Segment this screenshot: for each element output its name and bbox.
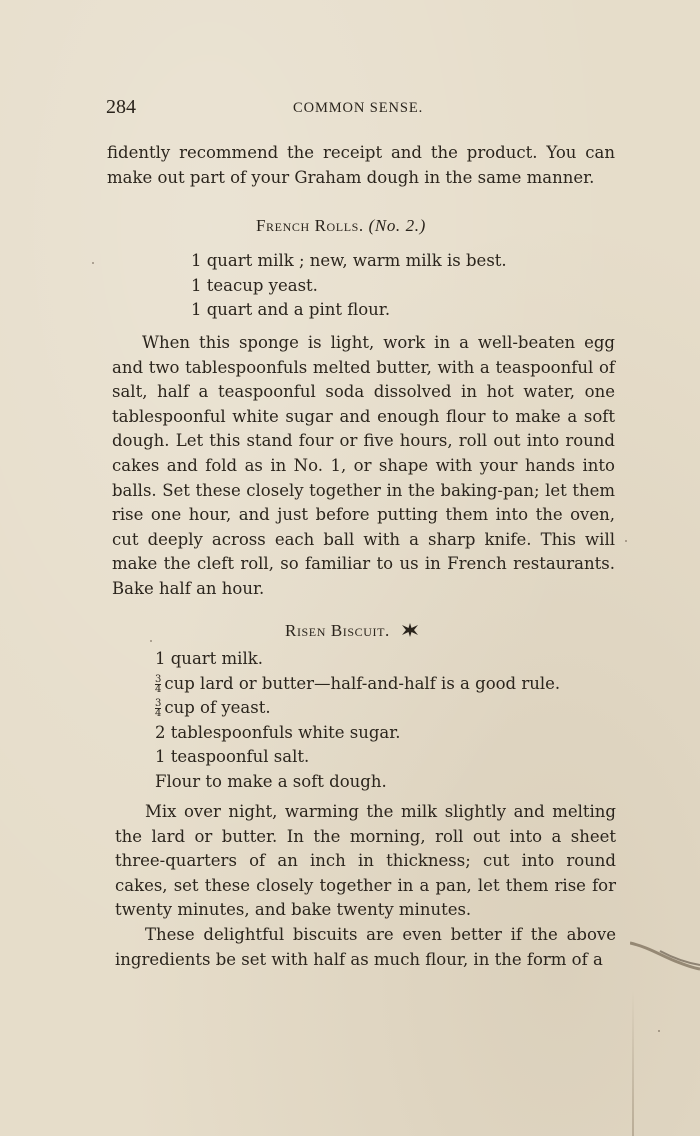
ingredient-item: [155, 721, 560, 746]
french-rolls-ingredients: [191, 249, 507, 323]
ingredient-item: [155, 672, 560, 697]
paper-speck: [150, 640, 152, 642]
page-number: 284: [106, 96, 136, 118]
ingredient-item: [155, 696, 560, 721]
ingredient-text: quart milk.: [170, 649, 263, 668]
page-fold-line: [632, 990, 634, 1136]
ingredient-text: cup lard or butter—half-and-half is a good rule.: [164, 673, 561, 693]
french-rolls-title: French Rolls.: [256, 216, 364, 235]
ingredient-text: Flour to make a soft dough.: [155, 771, 387, 791]
paper-speck: [658, 1030, 660, 1032]
risen-biscuit-note: These delightful biscuits are even better if the above ingredients be set with half as much flour, in the form of a: [115, 925, 616, 969]
risen-biscuit-directions: Mix over night, warming the milk slightly and melting the lard or butter. In the morning, roll out into a sheet three-quarters of an inch in thickness; cut into round cakes, set these closely together in a pan, let them rise for twenty minutes, and bake twenty minutes.: [115, 802, 616, 920]
ingredient-text: teaspoonful salt.: [170, 747, 310, 767]
ingredient-item: 1 quart and a pint flour.: [191, 300, 391, 320]
ingredient-qty: 2: [155, 722, 166, 742]
risen-biscuit-heading: [285, 621, 419, 643]
french-rolls-heading: [256, 216, 426, 236]
paper-speck: [92, 262, 94, 264]
running-title: COMMON SENSE.: [293, 100, 424, 116]
fraction-qty: $\frac{3}{4}$: [155, 673, 162, 695]
continuation-paragraph: fidently recommend the receipt and the product. You can make out part of your Graham dough in the same manner.: [107, 143, 615, 187]
risen-biscuit-ingredients: [155, 647, 560, 795]
risen-biscuit-title: Risen Biscuit.: [285, 621, 390, 640]
paper-speck: [625, 540, 627, 542]
ingredient-item: [155, 745, 560, 770]
ingredient-item: [155, 770, 560, 795]
ingredient-text: tablespoonfuls white sugar.: [170, 722, 401, 742]
french-rolls-number: (No. 2.): [368, 216, 426, 235]
fraction-qty: $\frac{3}{4}$: [155, 698, 162, 720]
ingredient-item: 1 teacup yeast.: [191, 275, 318, 295]
ingredient-text: cup of yeast.: [164, 698, 271, 718]
running-head: [106, 96, 616, 120]
page-edge-mark: [630, 935, 700, 975]
maltese-cross-icon: [401, 622, 419, 643]
ingredient-qty: 1: [155, 747, 166, 767]
ingredient-qty: 1: [155, 649, 166, 668]
ingredient-item: 1 quart milk ; new, warm milk is best.: [191, 251, 507, 270]
french-rolls-directions: When this sponge is light, work in a well-beaten egg and two tablespoonfuls melted butter, with a teaspoonful of salt, half a teaspoonful soda dissolved in hot water, one tablespoonful white sugar and enough flour to make a soft dough. Let this stand four or five hours, roll out into round cakes and fold as in No. 1, or shape with your hands into balls. Set these closely together in the baking-pan; let them rise one hour, and just before putting them into the oven, cut deeply across each ball with a sharp knife. This will make the cleft roll, so familiar to us in French restaurants. Bake half an hour.: [112, 333, 615, 598]
ingredient-item: [155, 647, 560, 672]
